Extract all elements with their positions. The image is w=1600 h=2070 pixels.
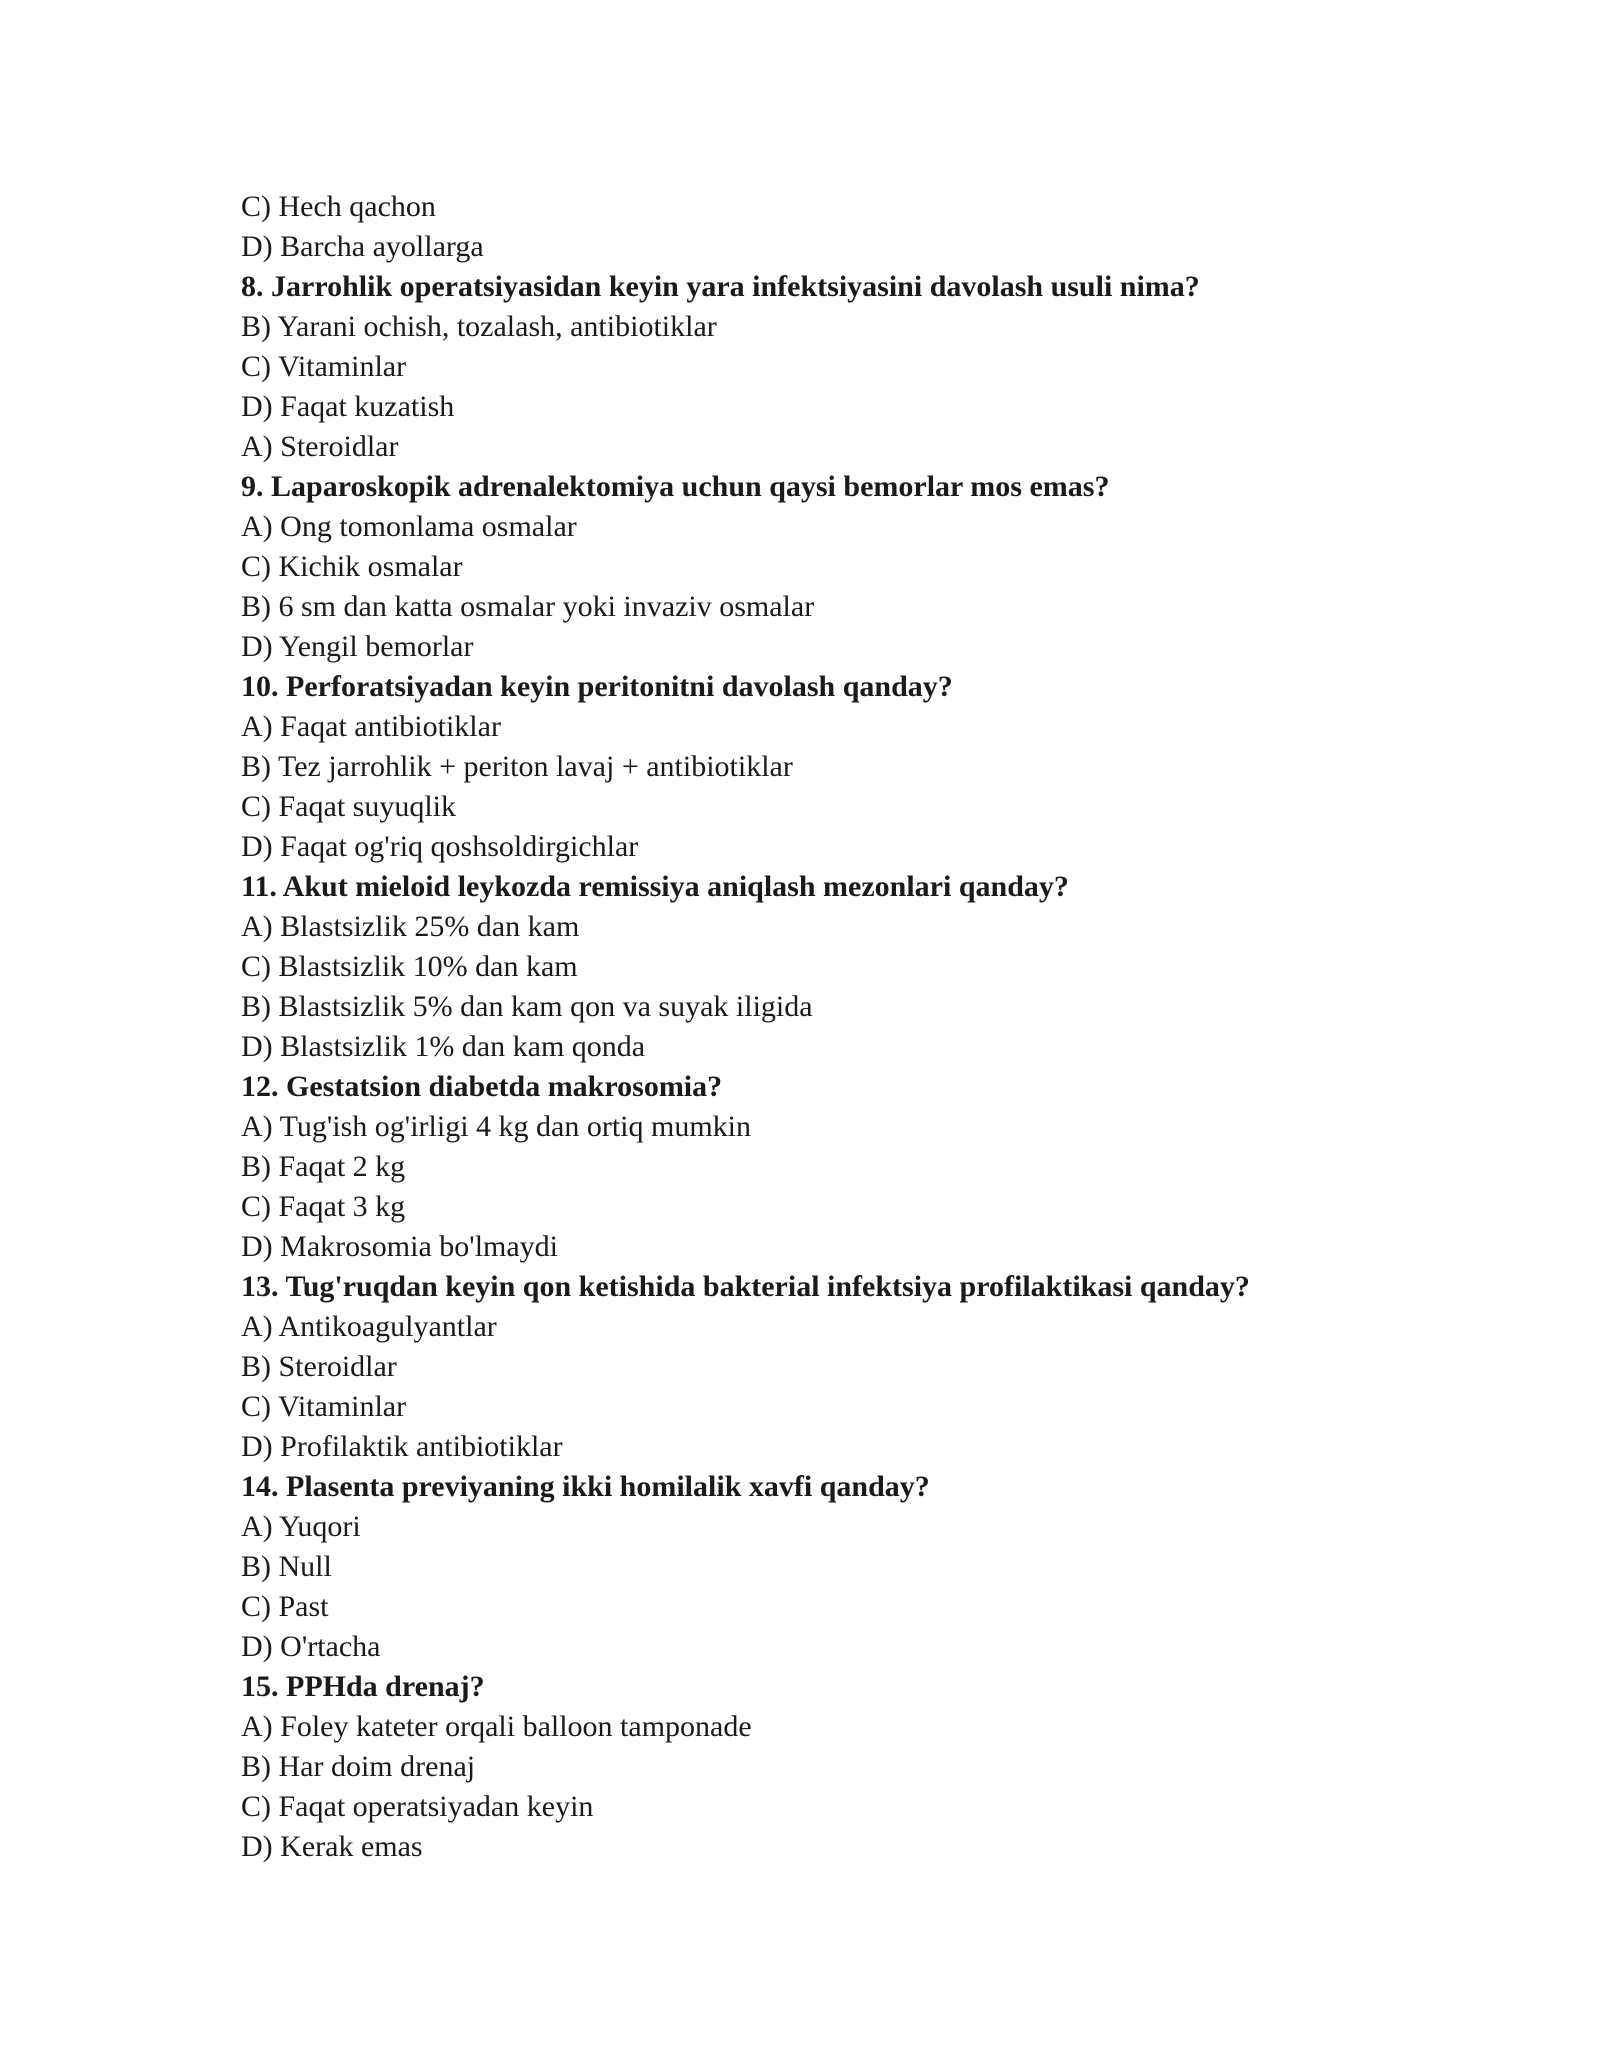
answer-option: D) Blastsizlik 1% dan kam qonda xyxy=(241,1030,646,1063)
quiz-content xyxy=(241,187,1441,1867)
answer-option: C) Blastsizlik 10% dan kam xyxy=(241,950,578,983)
answer-option: A) Faqat antibiotiklar xyxy=(241,710,501,743)
answer-option: C) Vitaminlar xyxy=(241,350,407,383)
question-title-8: 8. Jarrohlik operatsiyasidan keyin yara infektsiyasini davolash usuli nima? xyxy=(241,270,1200,303)
question-title-12: 12. Gestatsion diabetda makrosomia? xyxy=(241,1070,723,1103)
question-title-10: 10. Perforatsiyadan keyin peritonitni davolash qanday? xyxy=(241,670,953,703)
answer-option: D) O'rtacha xyxy=(241,1630,381,1663)
answer-option: C) Faqat suyuqlik xyxy=(241,790,456,823)
answer-option: A) Foley kateter orqali balloon tamponade xyxy=(241,1710,752,1743)
question-title-9: 9. Laparoskopik adrenalektomiya uchun qaysi bemorlar mos emas? xyxy=(241,470,1110,503)
answer-option: C) Faqat 3 kg xyxy=(241,1190,406,1223)
answer-option: A) Blastsizlik 25% dan kam xyxy=(241,910,580,943)
answer-option: B) Faqat 2 kg xyxy=(241,1150,406,1183)
answer-option: C) Past xyxy=(241,1590,329,1623)
answer-option: D) Profilaktik antibiotiklar xyxy=(241,1430,563,1463)
leading-option: D) Barcha ayollarga xyxy=(241,230,484,263)
answer-option: B) Tez jarrohlik + periton lavaj + antibiotiklar xyxy=(241,750,793,783)
answer-option: C) Kichik osmalar xyxy=(241,550,463,583)
question-title-13: 13. Tug'ruqdan keyin qon ketishida bakterial infektsiya profilaktikasi qanday? xyxy=(241,1270,1250,1303)
answer-option: A) Ong tomonlama osmalar xyxy=(241,510,577,543)
answer-option: D) Faqat og'riq qoshsoldirgichlar xyxy=(241,830,639,863)
answer-option: D) Makrosomia bo'lmaydi xyxy=(241,1230,559,1263)
answer-option: A) Tug'ish og'irligi 4 kg dan ortiq mumkin xyxy=(241,1110,752,1143)
answer-option: B) 6 sm dan katta osmalar yoki invaziv osmalar xyxy=(241,590,815,623)
answer-option: B) Null xyxy=(241,1550,332,1583)
answer-option: A) Antikoagulyantlar xyxy=(241,1310,497,1343)
answer-option: A) Yuqori xyxy=(241,1510,361,1543)
answer-option: D) Yengil bemorlar xyxy=(241,630,474,663)
answer-option: B) Blastsizlik 5% dan kam qon va suyak iligida xyxy=(241,990,813,1023)
leading-option: C) Hech qachon xyxy=(241,190,436,223)
answer-option: B) Steroidlar xyxy=(241,1350,397,1383)
answer-option: B) Har doim drenaj xyxy=(241,1750,476,1783)
question-title-14: 14. Plasenta previyaning ikki homilalik xavfi qanday? xyxy=(241,1470,930,1503)
answer-option: A) Steroidlar xyxy=(241,430,399,463)
answer-option: D) Faqat kuzatish xyxy=(241,390,455,423)
answer-option: D) Kerak emas xyxy=(241,1830,423,1863)
question-title-11: 11. Akut mieloid leykozda remissiya aniqlash mezonlari qanday? xyxy=(241,870,1069,903)
answer-option: B) Yarani ochish, tozalash, antibiotiklar xyxy=(241,310,717,343)
answer-option: C) Vitaminlar xyxy=(241,1390,407,1423)
question-title-15: 15. PPHda drenaj? xyxy=(241,1670,485,1703)
answer-option: C) Faqat operatsiyadan keyin xyxy=(241,1790,594,1823)
